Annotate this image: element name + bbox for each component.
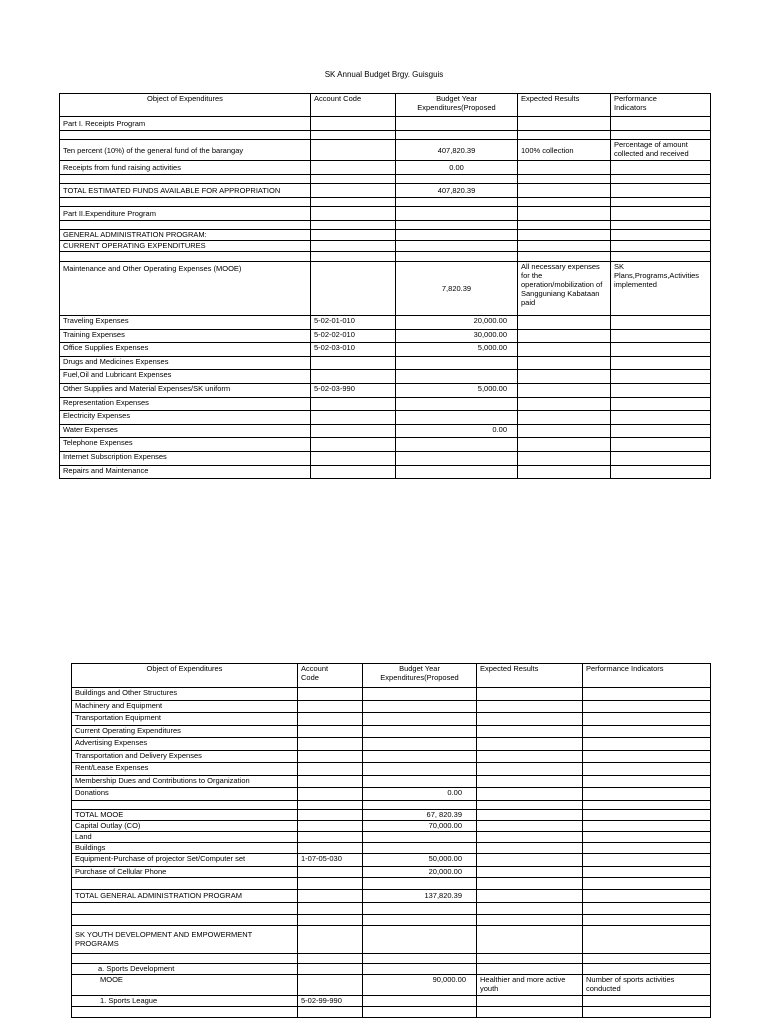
table-row: [60, 252, 711, 262]
expense-name: Rent/Lease Expenses: [72, 763, 298, 776]
table-row: [72, 788, 711, 801]
budget-amount: 20,000.00: [396, 316, 518, 330]
budget-amount: 0.00: [363, 788, 477, 801]
account-code: [298, 713, 363, 726]
account-code: 5-02-03-990: [311, 383, 396, 397]
budget-amount: [396, 451, 518, 465]
expense-name: Telephone Expenses: [60, 438, 311, 452]
table-row: [72, 763, 711, 776]
budget-amount: [363, 738, 477, 751]
expense-name: Electricity Expenses: [60, 411, 311, 425]
account-code: [311, 370, 396, 384]
account-code: 5-02-02-010: [311, 329, 396, 343]
expense-name: Representation Expenses: [60, 397, 311, 411]
budget-amount: 30,000.00: [396, 329, 518, 343]
table-row: [60, 411, 711, 425]
buildings-label: Buildings: [72, 842, 298, 853]
table-row: [60, 383, 711, 397]
mooe-amount: 7,820.39: [396, 262, 518, 316]
table-row: [72, 853, 711, 866]
sports-league-label: 1. Sports League: [72, 995, 298, 1006]
phone-amount: 20,000.00: [363, 866, 477, 877]
account-code: [298, 750, 363, 763]
table-row: [60, 316, 711, 330]
total-gen-admin-amount: 137,820.39: [363, 889, 477, 902]
expense-name: Repairs and Maintenance: [60, 465, 311, 479]
table-row: [72, 725, 711, 738]
budget-amount: [363, 700, 477, 713]
gen-admin-label: GENERAL ADMINISTRATION PROGRAM:: [60, 230, 311, 241]
table-row: [60, 356, 711, 370]
budget-amount: [396, 411, 518, 425]
land-label: Land: [72, 831, 298, 842]
header-budget-year: Budget Year Expenditures(Proposed: [396, 94, 518, 117]
document-title: SK Annual Budget Brgy. Guisguis: [324, 70, 444, 79]
budget-table-part1: [59, 93, 711, 479]
sports-amount: 90,000.00: [363, 974, 477, 995]
table-row: [72, 775, 711, 788]
budget-amount: [396, 465, 518, 479]
header-budget-year: Budget Year Expenditures(Proposed: [363, 664, 477, 688]
account-code: [298, 775, 363, 788]
budget-amount: [363, 750, 477, 763]
table-row: [60, 241, 711, 252]
table-row: [72, 800, 711, 809]
capital-outlay-label: Capital Outlay (CO): [72, 820, 298, 831]
sports-mooe-label: MOOE: [72, 974, 298, 995]
expense-name: Other Supplies and Material Expenses/SK uniform: [60, 383, 311, 397]
total-funds-amount: 407,820.39: [396, 184, 518, 198]
expense-name: Traveling Expenses: [60, 316, 311, 330]
expense-name: Advertising Expenses: [72, 738, 298, 751]
budget-amount: [363, 763, 477, 776]
expense-name: Internet Subscription Expenses: [60, 451, 311, 465]
equipment-code: 1-07-05-030: [298, 853, 363, 866]
table-row: [60, 424, 711, 438]
sports-dev-label: a. Sports Development: [72, 963, 298, 974]
table-row: [60, 465, 711, 479]
expense-name: Transportation and Delivery Expenses: [72, 750, 298, 763]
account-code: [311, 424, 396, 438]
budget-amount: [396, 397, 518, 411]
expense-name: Buildings and Other Structures: [72, 688, 298, 701]
table-row: [60, 343, 711, 357]
table-row: [72, 831, 711, 842]
table-row: [60, 221, 711, 230]
table-row: [60, 451, 711, 465]
phone-label: Purchase of Cellular Phone: [72, 866, 298, 877]
budget-amount: [396, 356, 518, 370]
account-code: 5-02-03-010: [311, 343, 396, 357]
table-row: [72, 713, 711, 726]
account-code: [298, 738, 363, 751]
mooe-indicator: SK Plans,Programs,Activities implemented: [611, 262, 711, 316]
sports-indicator: Number of sports activities conducted: [583, 974, 711, 995]
total-mooe-label: TOTAL MOOE: [72, 809, 298, 820]
account-code: [298, 763, 363, 776]
header-performance-indicators: Performance Indicators: [611, 94, 711, 117]
header-expected-results: Expected Results: [518, 94, 611, 117]
expense-name: Donations: [72, 788, 298, 801]
budget-table-part2: [71, 663, 711, 1018]
ten-percent-label: Ten percent (10%) of the general fund of the barangay: [60, 140, 311, 161]
expense-name: Fuel,Oil and Lubricant Expenses: [60, 370, 311, 384]
total-gen-admin-label: TOTAL GENERAL ADMINISTRATION PROGRAM: [72, 889, 298, 902]
budget-amount: [396, 438, 518, 452]
table-row: [72, 809, 711, 820]
part1-label: Part I. Receipts Program: [60, 117, 311, 131]
table-row: [72, 842, 711, 853]
current-op-label: CURRENT OPERATING EXPENDITURES: [60, 241, 311, 252]
table-row: [60, 262, 711, 316]
ten-percent-result: 100% collection: [518, 140, 611, 161]
expense-name: Drugs and Medicines Expenses: [60, 356, 311, 370]
equipment-label: Equipment-Purchase of projector Set/Computer set: [72, 853, 298, 866]
budget-amount: [363, 725, 477, 738]
expense-name: Transportation Equipment: [72, 713, 298, 726]
table-row: [60, 397, 711, 411]
table-row: [60, 230, 711, 241]
table-row: [60, 131, 711, 140]
budget-amount: [363, 688, 477, 701]
expense-name: Water Expenses: [60, 424, 311, 438]
sk-youth-label: SK YOUTH DEVELOPMENT AND EMPOWERMENT PROGRAMS: [72, 925, 298, 953]
budget-amount: 0.00: [396, 424, 518, 438]
ten-percent-indicator: Percentage of amount collected and received: [611, 140, 711, 161]
table-row: [72, 820, 711, 831]
table-row: [60, 140, 711, 161]
table-row: [72, 688, 711, 701]
table-row: [60, 438, 711, 452]
table-row: [72, 1006, 711, 1017]
table-row: [60, 184, 711, 198]
header-object: Object of Expenditures: [72, 664, 298, 688]
account-code: [298, 788, 363, 801]
table-row: [72, 889, 711, 902]
table-row: [60, 117, 711, 131]
header-object: Object of Expenditures: [60, 94, 311, 117]
table-row: [60, 370, 711, 384]
table-row: [60, 207, 711, 221]
part2-label: Part II.Expenditure Program: [60, 207, 311, 221]
header-account-code: Account Code: [311, 94, 396, 117]
fundraising-label: Receipts from fund raising activities: [60, 161, 311, 175]
budget-amount: [396, 370, 518, 384]
table-row: [72, 995, 711, 1006]
table-row: [72, 902, 711, 914]
sports-league-code: 5-02-99-990: [298, 995, 363, 1006]
expense-name: Machinery and Equipment: [72, 700, 298, 713]
account-code: [311, 438, 396, 452]
expense-name: Office Supplies Expenses: [60, 343, 311, 357]
fundraising-amount: 0.00: [396, 161, 518, 175]
ten-percent-amount: 407,820.39: [396, 140, 518, 161]
table-row: [72, 963, 711, 974]
account-code: [311, 465, 396, 479]
expense-name: Training Expenses: [60, 329, 311, 343]
table-row: [72, 974, 711, 995]
equipment-amount: 50,000.00: [363, 853, 477, 866]
mooe-result: All necessary expenses for the operation/mobilization of Sangguniang Kabataan paid: [518, 262, 611, 316]
account-code: 5-02-01-010: [311, 316, 396, 330]
header-expected-results: Expected Results: [477, 664, 583, 688]
table-row: [72, 750, 711, 763]
expense-name: Membership Dues and Contributions to Organization: [72, 775, 298, 788]
table-row: [72, 914, 711, 925]
budget-amount: 5,000.00: [396, 383, 518, 397]
header-account-code: Account Code: [298, 664, 363, 688]
account-code: [311, 397, 396, 411]
header-performance-indicators: Performance Indicators: [583, 664, 711, 688]
sports-result: Healthier and more active youth: [477, 974, 583, 995]
account-code: [298, 725, 363, 738]
total-mooe-amount: 67, 820.39: [363, 809, 477, 820]
table-row: [72, 925, 711, 953]
table-row: [72, 953, 711, 963]
mooe-label: Maintenance and Other Operating Expenses (MOOE): [60, 262, 311, 316]
account-code: [311, 356, 396, 370]
account-code: [298, 700, 363, 713]
budget-amount: [363, 775, 477, 788]
budget-amount: 5,000.00: [396, 343, 518, 357]
budget-amount: [363, 713, 477, 726]
table-row: [72, 877, 711, 889]
table-row: [72, 866, 711, 877]
total-funds-label: TOTAL ESTIMATED FUNDS AVAILABLE FOR APPROPRIATION: [60, 184, 311, 198]
table-row: [60, 329, 711, 343]
table-row: [60, 161, 711, 175]
table-row: [72, 700, 711, 713]
table-row: [72, 738, 711, 751]
account-code: [311, 411, 396, 425]
account-code: [298, 688, 363, 701]
table-row: [60, 198, 711, 207]
capital-outlay-amount: 70,000.00: [363, 820, 477, 831]
table-row: [60, 175, 711, 184]
expense-name: Current Operating Expenditures: [72, 725, 298, 738]
account-code: [311, 451, 396, 465]
